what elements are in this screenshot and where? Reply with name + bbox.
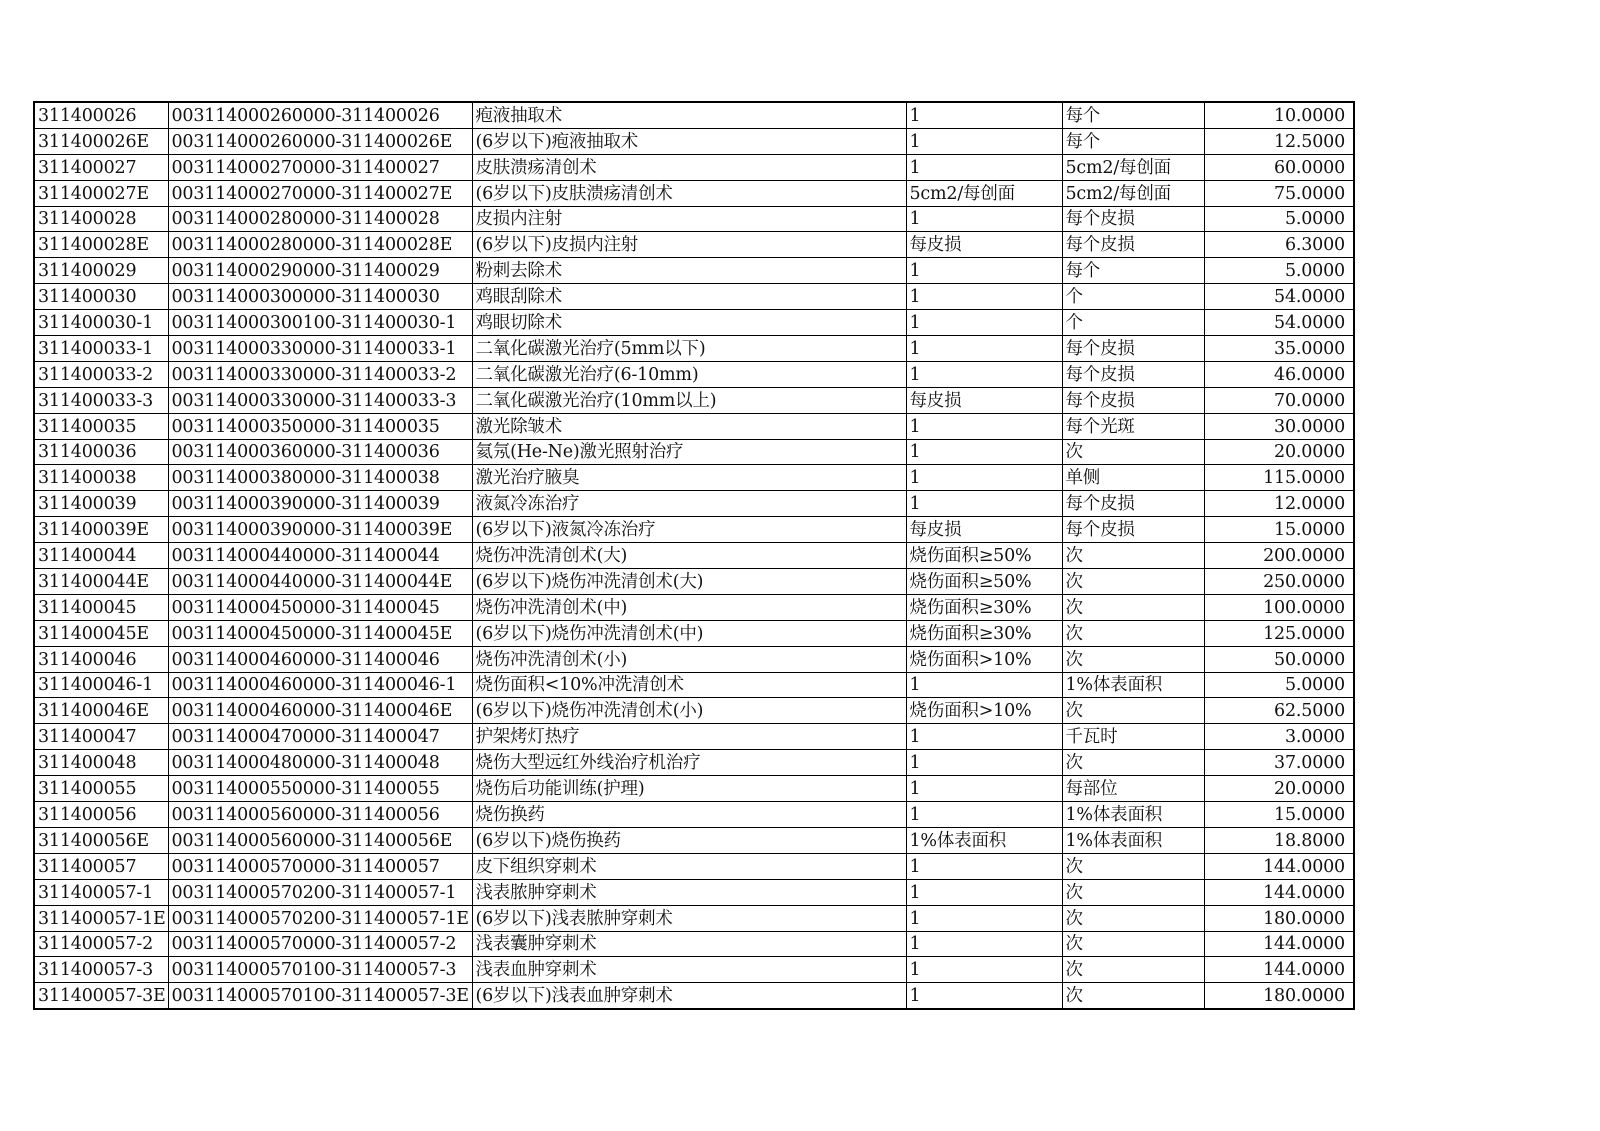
spec-cell: 每皮损 <box>906 387 1062 413</box>
item-name-cell: 烧伤冲洗清创术(小) <box>472 646 906 672</box>
item-code-cell: 311400046E <box>34 698 168 724</box>
price-cell: 3.0000 <box>1204 724 1354 750</box>
full-code-cell: 003114000480000-311400048 <box>168 750 472 776</box>
item-code-cell: 311400027 <box>34 154 168 180</box>
price-cell: 144.0000 <box>1204 957 1354 983</box>
unit-cell: 次 <box>1062 620 1204 646</box>
spec-cell: 1 <box>906 776 1062 802</box>
unit-cell: 每个光斑 <box>1062 413 1204 439</box>
full-code-cell: 003114000270000-311400027 <box>168 154 472 180</box>
table-row <box>34 258 1354 284</box>
unit-cell: 次 <box>1062 931 1204 957</box>
spec-cell: 1 <box>906 879 1062 905</box>
price-cell: 37.0000 <box>1204 750 1354 776</box>
table-row <box>34 517 1354 543</box>
full-code-cell: 003114000570100-311400057-3E <box>168 983 472 1009</box>
price-cell: 15.0000 <box>1204 517 1354 543</box>
item-code-cell: 311400056E <box>34 827 168 853</box>
item-name-cell: 皮肤溃疡清创术 <box>472 154 906 180</box>
full-code-cell: 003114000380000-311400038 <box>168 465 472 491</box>
unit-cell: 1%体表面积 <box>1062 672 1204 698</box>
unit-cell: 每个 <box>1062 128 1204 154</box>
price-cell: 60.0000 <box>1204 154 1354 180</box>
table-row <box>34 750 1354 776</box>
price-cell: 10.0000 <box>1204 102 1354 128</box>
full-code-cell: 003114000330000-311400033-1 <box>168 336 472 362</box>
spec-cell: 烧伤面积≥50% <box>906 543 1062 569</box>
price-cell: 200.0000 <box>1204 543 1354 569</box>
item-name-cell: 鸡眼切除术 <box>472 310 906 336</box>
price-cell: 35.0000 <box>1204 336 1354 362</box>
price-cell: 75.0000 <box>1204 180 1354 206</box>
table-row <box>34 879 1354 905</box>
unit-cell: 次 <box>1062 646 1204 672</box>
full-code-cell: 003114000460000-311400046 <box>168 646 472 672</box>
item-name-cell: 烧伤大型远红外线治疗机治疗 <box>472 750 906 776</box>
price-cell: 50.0000 <box>1204 646 1354 672</box>
unit-cell: 个 <box>1062 310 1204 336</box>
unit-cell: 次 <box>1062 439 1204 465</box>
unit-cell: 5cm2/每创面 <box>1062 154 1204 180</box>
spec-cell: 1 <box>906 128 1062 154</box>
price-cell: 18.8000 <box>1204 827 1354 853</box>
table-row <box>34 905 1354 931</box>
full-code-cell: 003114000260000-311400026 <box>168 102 472 128</box>
full-code-cell: 003114000570200-311400057-1 <box>168 879 472 905</box>
unit-cell: 5cm2/每创面 <box>1062 180 1204 206</box>
spec-cell: 烧伤面积>10% <box>906 698 1062 724</box>
item-name-cell: 粉刺去除术 <box>472 258 906 284</box>
item-name-cell: 液氮冷冻治疗 <box>472 491 906 517</box>
full-code-cell: 003114000300000-311400030 <box>168 284 472 310</box>
price-cell: 15.0000 <box>1204 802 1354 828</box>
item-name-cell: (6岁以下)浅表血肿穿刺术 <box>472 983 906 1009</box>
table-row <box>34 310 1354 336</box>
price-cell: 20.0000 <box>1204 776 1354 802</box>
item-name-cell: 浅表脓肿穿刺术 <box>472 879 906 905</box>
item-code-cell: 311400026 <box>34 102 168 128</box>
spec-cell: 1 <box>906 672 1062 698</box>
full-code-cell: 003114000350000-311400035 <box>168 413 472 439</box>
unit-cell: 次 <box>1062 957 1204 983</box>
unit-cell: 个 <box>1062 284 1204 310</box>
item-code-cell: 311400033-3 <box>34 387 168 413</box>
item-name-cell: (6岁以下)疱液抽取术 <box>472 128 906 154</box>
item-code-cell: 311400057-2 <box>34 931 168 957</box>
unit-cell: 单侧 <box>1062 465 1204 491</box>
table-row <box>34 439 1354 465</box>
item-name-cell: (6岁以下)皮损内注射 <box>472 232 906 258</box>
table-row <box>34 853 1354 879</box>
item-code-cell: 311400056 <box>34 802 168 828</box>
price-cell: 144.0000 <box>1204 879 1354 905</box>
spec-cell: 1 <box>906 957 1062 983</box>
unit-cell: 每个 <box>1062 258 1204 284</box>
spec-cell: 烧伤面积>10% <box>906 646 1062 672</box>
price-cell: 180.0000 <box>1204 983 1354 1009</box>
item-code-cell: 311400057-1 <box>34 879 168 905</box>
spec-cell: 1 <box>906 154 1062 180</box>
item-code-cell: 311400038 <box>34 465 168 491</box>
full-code-cell: 003114000560000-311400056E <box>168 827 472 853</box>
item-code-cell: 311400029 <box>34 258 168 284</box>
table-row <box>34 491 1354 517</box>
price-cell: 54.0000 <box>1204 284 1354 310</box>
item-code-cell: 311400045 <box>34 594 168 620</box>
spec-cell: 1 <box>906 206 1062 232</box>
unit-cell: 次 <box>1062 983 1204 1009</box>
item-name-cell: 鸡眼刮除术 <box>472 284 906 310</box>
unit-cell: 每个皮损 <box>1062 361 1204 387</box>
spec-cell: 1 <box>906 491 1062 517</box>
full-code-cell: 003114000330000-311400033-2 <box>168 361 472 387</box>
table-row <box>34 957 1354 983</box>
unit-cell: 1%体表面积 <box>1062 802 1204 828</box>
full-code-cell: 003114000280000-311400028 <box>168 206 472 232</box>
item-name-cell: 二氧化碳激光治疗(6-10mm) <box>472 361 906 387</box>
full-code-cell: 003114000470000-311400047 <box>168 724 472 750</box>
item-code-cell: 311400057 <box>34 853 168 879</box>
unit-cell: 每部位 <box>1062 776 1204 802</box>
item-name-cell: 烧伤冲洗清创术(大) <box>472 543 906 569</box>
spec-cell: 每皮损 <box>906 232 1062 258</box>
item-code-cell: 311400033-1 <box>34 336 168 362</box>
unit-cell: 次 <box>1062 879 1204 905</box>
full-code-cell: 003114000360000-311400036 <box>168 439 472 465</box>
item-name-cell: 皮下组织穿刺术 <box>472 853 906 879</box>
item-name-cell: (6岁以下)烧伤冲洗清创术(大) <box>472 569 906 595</box>
item-code-cell: 311400057-3E <box>34 983 168 1009</box>
item-name-cell: 二氧化碳激光治疗(5mm以下) <box>472 336 906 362</box>
full-code-cell: 003114000460000-311400046-1 <box>168 672 472 698</box>
item-code-cell: 311400028E <box>34 232 168 258</box>
unit-cell: 每个皮损 <box>1062 232 1204 258</box>
item-code-cell: 311400030 <box>34 284 168 310</box>
price-cell: 144.0000 <box>1204 853 1354 879</box>
full-code-cell: 003114000300100-311400030-1 <box>168 310 472 336</box>
item-name-cell: (6岁以下)烧伤换药 <box>472 827 906 853</box>
item-code-cell: 311400045E <box>34 620 168 646</box>
item-name-cell: 激光治疗腋臭 <box>472 465 906 491</box>
spec-cell: 1 <box>906 905 1062 931</box>
table-row <box>34 698 1354 724</box>
item-name-cell: 浅表血肿穿刺术 <box>472 957 906 983</box>
full-code-cell: 003114000450000-311400045 <box>168 594 472 620</box>
full-code-cell: 003114000390000-311400039 <box>168 491 472 517</box>
unit-cell: 次 <box>1062 543 1204 569</box>
table-row <box>34 827 1354 853</box>
item-name-cell: (6岁以下)液氮冷冻治疗 <box>472 517 906 543</box>
table-row <box>34 776 1354 802</box>
table-row <box>34 983 1354 1009</box>
table-row <box>34 465 1354 491</box>
item-name-cell: (6岁以下)浅表脓肿穿刺术 <box>472 905 906 931</box>
table-row <box>34 413 1354 439</box>
item-name-cell: 激光除皱术 <box>472 413 906 439</box>
item-code-cell: 311400039E <box>34 517 168 543</box>
full-code-cell: 003114000460000-311400046E <box>168 698 472 724</box>
unit-cell: 每个皮损 <box>1062 206 1204 232</box>
full-code-cell: 003114000560000-311400056 <box>168 802 472 828</box>
price-cell: 5.0000 <box>1204 672 1354 698</box>
full-code-cell: 003114000330000-311400033-3 <box>168 387 472 413</box>
table-row <box>34 206 1354 232</box>
price-cell: 144.0000 <box>1204 931 1354 957</box>
price-cell: 5.0000 <box>1204 206 1354 232</box>
spec-cell: 1%体表面积 <box>906 827 1062 853</box>
full-code-cell: 003114000280000-311400028E <box>168 232 472 258</box>
item-code-cell: 311400044E <box>34 569 168 595</box>
item-name-cell: 二氧化碳激光治疗(10mm以上) <box>472 387 906 413</box>
spec-cell: 1 <box>906 413 1062 439</box>
full-code-cell: 003114000570000-311400057-2 <box>168 931 472 957</box>
spec-cell: 1 <box>906 102 1062 128</box>
spec-cell: 1 <box>906 310 1062 336</box>
table-row <box>34 102 1354 128</box>
table-row <box>34 543 1354 569</box>
price-cell: 6.3000 <box>1204 232 1354 258</box>
spec-cell: 1 <box>906 931 1062 957</box>
spec-cell: 每皮损 <box>906 517 1062 543</box>
unit-cell: 每个皮损 <box>1062 517 1204 543</box>
price-cell: 115.0000 <box>1204 465 1354 491</box>
full-code-cell: 003114000290000-311400029 <box>168 258 472 284</box>
item-code-cell: 311400033-2 <box>34 361 168 387</box>
item-code-cell: 311400046 <box>34 646 168 672</box>
table-row <box>34 802 1354 828</box>
unit-cell: 次 <box>1062 698 1204 724</box>
price-cell: 54.0000 <box>1204 310 1354 336</box>
spec-cell: 1 <box>906 361 1062 387</box>
table-body <box>34 102 1354 1009</box>
spec-cell: 1 <box>906 284 1062 310</box>
spec-cell: 1 <box>906 724 1062 750</box>
item-name-cell: (6岁以下)烧伤冲洗清创术(小) <box>472 698 906 724</box>
item-name-cell: 浅表囊肿穿刺术 <box>472 931 906 957</box>
price-cell: 62.5000 <box>1204 698 1354 724</box>
unit-cell: 1%体表面积 <box>1062 827 1204 853</box>
full-code-cell: 003114000440000-311400044 <box>168 543 472 569</box>
price-cell: 100.0000 <box>1204 594 1354 620</box>
table-row <box>34 931 1354 957</box>
price-table <box>33 101 1355 1010</box>
item-code-cell: 311400044 <box>34 543 168 569</box>
full-code-cell: 003114000570000-311400057 <box>168 853 472 879</box>
table-row <box>34 284 1354 310</box>
table-row <box>34 620 1354 646</box>
table-row <box>34 180 1354 206</box>
item-code-cell: 311400039 <box>34 491 168 517</box>
unit-cell: 次 <box>1062 905 1204 931</box>
unit-cell: 次 <box>1062 750 1204 776</box>
table-row <box>34 594 1354 620</box>
full-code-cell: 003114000450000-311400045E <box>168 620 472 646</box>
unit-cell: 千瓦时 <box>1062 724 1204 750</box>
price-cell: 5.0000 <box>1204 258 1354 284</box>
item-code-cell: 311400030-1 <box>34 310 168 336</box>
spec-cell: 1 <box>906 258 1062 284</box>
item-code-cell: 311400057-1E <box>34 905 168 931</box>
table-row <box>34 724 1354 750</box>
item-code-cell: 311400048 <box>34 750 168 776</box>
spec-cell: 1 <box>906 983 1062 1009</box>
item-code-cell: 311400055 <box>34 776 168 802</box>
item-code-cell: 311400057-3 <box>34 957 168 983</box>
spec-cell: 1 <box>906 336 1062 362</box>
unit-cell: 每个皮损 <box>1062 491 1204 517</box>
full-code-cell: 003114000440000-311400044E <box>168 569 472 595</box>
price-cell: 30.0000 <box>1204 413 1354 439</box>
table-row <box>34 646 1354 672</box>
item-name-cell: 烧伤后功能训练(护理) <box>472 776 906 802</box>
unit-cell: 次 <box>1062 569 1204 595</box>
item-name-cell: 护架烤灯热疗 <box>472 724 906 750</box>
spec-cell: 1 <box>906 750 1062 776</box>
table-row <box>34 128 1354 154</box>
item-name-cell: 烧伤面积<10%冲洗清创术 <box>472 672 906 698</box>
item-code-cell: 311400046-1 <box>34 672 168 698</box>
table-row <box>34 672 1354 698</box>
item-name-cell: 烧伤冲洗清创术(中) <box>472 594 906 620</box>
spec-cell: 1 <box>906 853 1062 879</box>
item-code-cell: 311400035 <box>34 413 168 439</box>
full-code-cell: 003114000550000-311400055 <box>168 776 472 802</box>
unit-cell: 次 <box>1062 853 1204 879</box>
full-code-cell: 003114000260000-311400026E <box>168 128 472 154</box>
unit-cell: 每个 <box>1062 102 1204 128</box>
item-code-cell: 311400026E <box>34 128 168 154</box>
price-cell: 180.0000 <box>1204 905 1354 931</box>
price-cell: 125.0000 <box>1204 620 1354 646</box>
full-code-cell: 003114000390000-311400039E <box>168 517 472 543</box>
table-row <box>34 336 1354 362</box>
price-cell: 70.0000 <box>1204 387 1354 413</box>
full-code-cell: 003114000570100-311400057-3 <box>168 957 472 983</box>
item-code-cell: 311400036 <box>34 439 168 465</box>
spec-cell: 5cm2/每创面 <box>906 180 1062 206</box>
table-row <box>34 232 1354 258</box>
item-code-cell: 311400027E <box>34 180 168 206</box>
item-name-cell: 皮损内注射 <box>472 206 906 232</box>
spec-cell: 1 <box>906 802 1062 828</box>
price-cell: 250.0000 <box>1204 569 1354 595</box>
full-code-cell: 003114000270000-311400027E <box>168 180 472 206</box>
item-code-cell: 311400028 <box>34 206 168 232</box>
unit-cell: 次 <box>1062 594 1204 620</box>
table-row <box>34 154 1354 180</box>
price-cell: 46.0000 <box>1204 361 1354 387</box>
full-code-cell: 003114000570200-311400057-1E <box>168 905 472 931</box>
table-row <box>34 569 1354 595</box>
price-cell: 12.5000 <box>1204 128 1354 154</box>
spec-cell: 烧伤面积≥50% <box>906 569 1062 595</box>
item-name-cell: 烧伤换药 <box>472 802 906 828</box>
unit-cell: 每个皮损 <box>1062 387 1204 413</box>
spec-cell: 1 <box>906 439 1062 465</box>
item-name-cell: 疱液抽取术 <box>472 102 906 128</box>
item-name-cell: (6岁以下)皮肤溃疡清创术 <box>472 180 906 206</box>
item-name-cell: (6岁以下)烧伤冲洗清创术(中) <box>472 620 906 646</box>
item-code-cell: 311400047 <box>34 724 168 750</box>
table-row <box>34 361 1354 387</box>
unit-cell: 每个皮损 <box>1062 336 1204 362</box>
price-cell: 12.0000 <box>1204 491 1354 517</box>
spec-cell: 烧伤面积≥30% <box>906 594 1062 620</box>
table-row <box>34 387 1354 413</box>
item-name-cell: 氦氖(He-Ne)激光照射治疗 <box>472 439 906 465</box>
price-cell: 20.0000 <box>1204 439 1354 465</box>
spec-cell: 1 <box>906 465 1062 491</box>
spec-cell: 烧伤面积≥30% <box>906 620 1062 646</box>
